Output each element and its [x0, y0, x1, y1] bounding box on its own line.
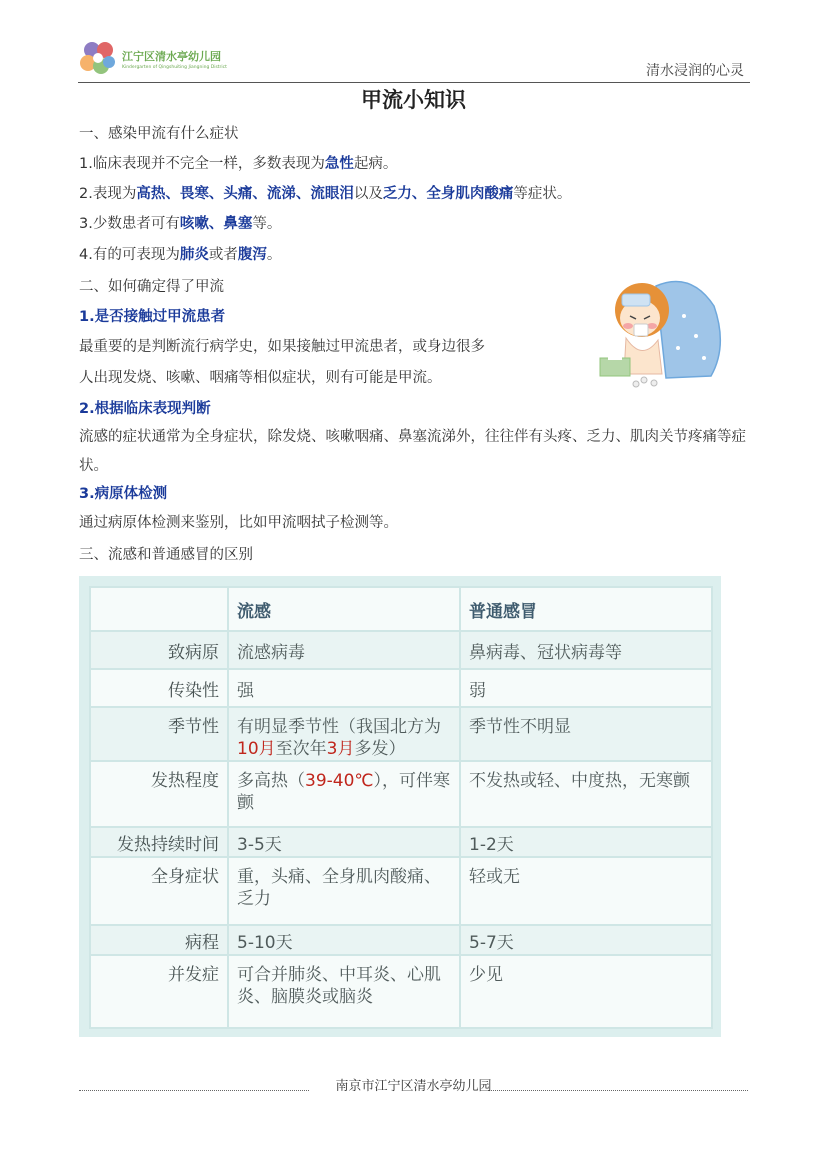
highlight: 咳嗽、鼻塞: [179, 216, 253, 232]
text: 多高热（: [237, 771, 305, 791]
text: 。: [266, 247, 282, 263]
table-row: [90, 925, 712, 955]
highlight: 腹泻: [237, 247, 267, 263]
table-row: [90, 669, 712, 707]
highlight: 高热、畏寒、头痛、流涕、流眼泪: [136, 186, 354, 202]
row-label: 病程: [90, 925, 228, 955]
logo-text: [122, 48, 227, 70]
flu-cell: 强: [228, 669, 460, 707]
text: 等症状。: [513, 186, 572, 202]
cold-cell: 少见: [460, 955, 712, 1028]
flu-cell: 3-5天: [228, 827, 460, 857]
table-row: [90, 827, 712, 857]
cold-cell: 弱: [460, 669, 712, 707]
cold-cell: 1-2天: [460, 827, 712, 857]
sick-girl-illustration: [596, 266, 726, 390]
cold-cell: 季节性不明显: [460, 707, 712, 761]
row-label: 季节性: [90, 707, 228, 761]
section1-heading: 一、感染甲流有什么症状: [79, 126, 239, 142]
flu-cell: 重，头痛、全身肌肉酸痛、乏力: [228, 857, 460, 925]
table-row: [90, 761, 712, 827]
table-header-row: [90, 587, 712, 631]
cold-cell: 鼻病毒、冠状病毒等: [460, 631, 712, 669]
highlight: 急性: [324, 156, 354, 172]
symptom-line-2: [79, 182, 571, 203]
symptom-line-3: [79, 212, 281, 233]
row-label: 传染性: [90, 669, 228, 707]
table-row: [90, 631, 712, 669]
clinical-judgement-text: 流感的症状通常为全身症状，除发烧、咳嗽咽痛、鼻塞流涕外，往往伴有头疼、乏力、肌肉关节疼痛等症状。: [79, 429, 746, 474]
text: 2.表现为: [79, 186, 137, 202]
section2-heading: 二、如何确定得了甲流: [79, 279, 224, 295]
column-header-flu: 流感: [228, 587, 460, 631]
text: 或者: [208, 247, 238, 263]
table-row: [90, 955, 712, 1028]
flu-vs-cold-table: [89, 586, 713, 1029]
highlight-temperature: 39-40℃: [305, 771, 374, 791]
pathogen-test-text: 通过病原体检测来鉴别，比如甲流咽拭子检测等。: [79, 515, 398, 531]
text: 至次年: [275, 739, 327, 759]
header-motto: 清水浸润的心灵: [646, 63, 744, 79]
flu-cell: [228, 707, 460, 761]
flu-cell: [228, 761, 460, 827]
check-contact-text-2: 人出现发烧、咳嗽、咽痛等相似症状，则有可能是甲流。: [79, 370, 442, 386]
row-label: 致病原: [90, 631, 228, 669]
check-contact-text-1: 最重要的是判断流行病学史，如果接触过甲流患者，或身边很多: [79, 339, 485, 355]
row-label: 并发症: [90, 955, 228, 1028]
flu-cell: 5-10天: [228, 925, 460, 955]
footer-text: 南京市江宁区清水亭幼儿园: [335, 1079, 492, 1094]
comparison-table-image: [79, 576, 721, 1037]
logo-name-en: Kindergarten of Qingshuiting Jiangning District: [122, 65, 227, 70]
cold-cell: 5-7天: [460, 925, 712, 955]
text: 4.有的可表现为: [79, 247, 180, 263]
symptom-line-4: [79, 243, 281, 264]
text: 等。: [252, 216, 282, 232]
page-header: [78, 36, 750, 83]
section3-heading: 三、流感和普通感冒的区别: [79, 547, 253, 563]
highlight: 乏力、全身肌肉酸痛: [382, 186, 514, 202]
text: 多发）: [354, 739, 406, 759]
column-header-cold: 普通感冒: [460, 587, 712, 631]
row-label: 全身症状: [90, 857, 228, 925]
highlight-month: 10月: [237, 739, 276, 759]
cold-cell: 轻或无: [460, 857, 712, 925]
page-title: 甲流小知识: [361, 88, 466, 112]
row-label: 发热持续时间: [90, 827, 228, 857]
text: 以及: [353, 186, 383, 202]
text: 起病。: [353, 156, 398, 172]
symptom-line-1: [79, 152, 397, 173]
clinical-judgement-title: 2.根据临床表现判断: [79, 401, 211, 417]
check-contact-title: 1.是否接触过甲流患者: [79, 309, 226, 325]
text: 1.临床表现并不完全一样，多数表现为: [79, 156, 325, 172]
text: 3.少数患者可有: [79, 216, 180, 232]
highlight-month: 3月: [326, 739, 355, 759]
table-corner: [90, 587, 228, 631]
pathogen-test-title: 3.病原体检测: [79, 486, 168, 502]
row-label: 发热程度: [90, 761, 228, 827]
highlight: 肺炎: [179, 247, 209, 263]
flu-cell: 可合并肺炎、中耳炎、心肌炎、脑膜炎或脑炎: [228, 955, 460, 1028]
table-row: [90, 857, 712, 925]
cold-cell: 不发热或轻、中度热，无寒颤: [460, 761, 712, 827]
flu-cell: 流感病毒: [228, 631, 460, 669]
text: ），可伴寒颤: [237, 771, 450, 813]
logo-name-cn: 江宁区清水亭幼儿园: [122, 50, 221, 63]
text: 有明显季节性（我国北方为: [237, 717, 441, 737]
kindergarten-logo: [78, 38, 118, 78]
table-row: [90, 707, 712, 761]
